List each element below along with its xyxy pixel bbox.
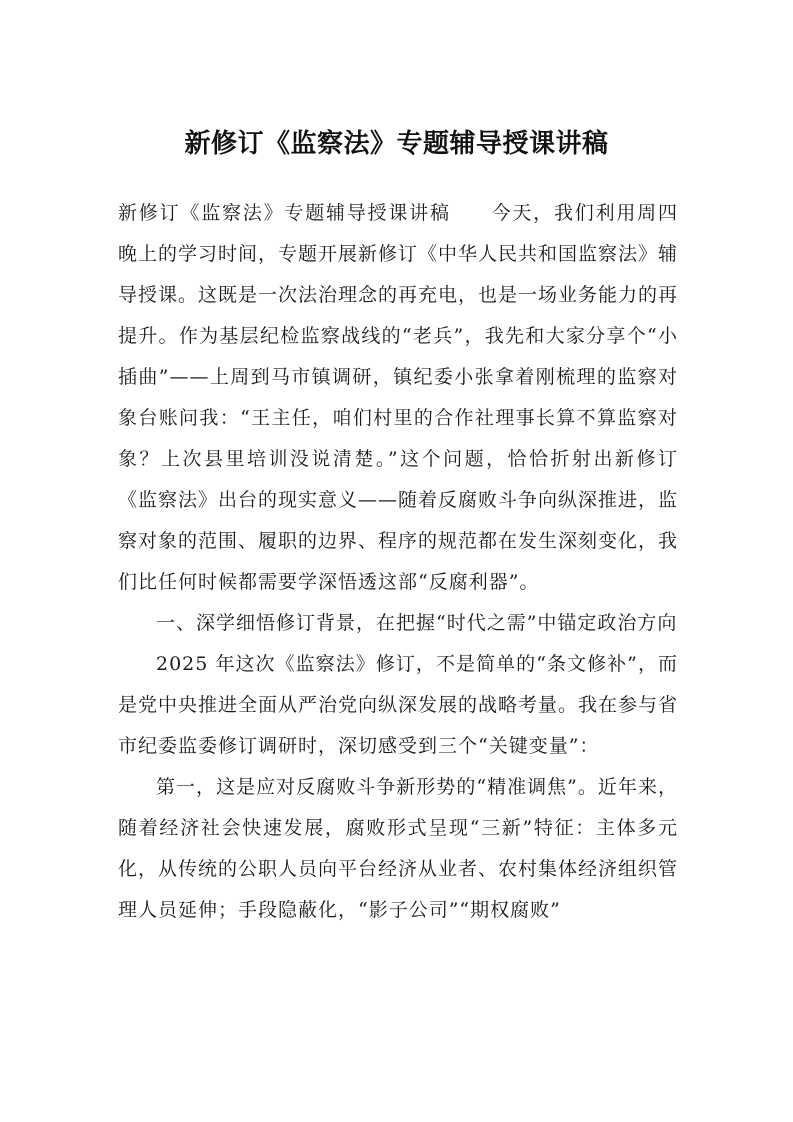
- intro-text: 今天，我们利用周四晚上的学习时间，专题开展新修订《中华人民共和国监察法》辅导授课。这既是一次法治理念的再充电，也是一场业务能力的再提升。作为基层纪检监察战线的“老兵”，我先和大家分享个“小插曲”——上周到马市镇调研，镇纪委小张拿着刚梳理的监察对象台账问我：“王主任，咱们村里的合作社理事长算不算监察对象？上次县里培训没说清楚。”这个问题，恰恰折射出新修订《监察法》出台的现实意义——随着反腐败斗争向纵深推进，监察对象的范围、履职的边界、程序的规范都在发生深刻变化，我们比任何时候都需要学深悟透这部“反腐利器”。: [118, 202, 679, 593]
- paragraph-intro: [118, 193, 678, 603]
- section-heading-1: 一、深学细悟修订背景，在把握“时代之需”中锚定政治方向: [156, 612, 678, 634]
- intro-lead: 新修订《监察法》专题辅导授课讲稿: [118, 202, 451, 224]
- document-body: [118, 193, 678, 931]
- paragraph-first-point: 第一，这是应对反腐败斗争新形势的“精准调焦”。近年来，随着经济社会快速发展，腐败形式呈现“三新”特征：主体多元化，从传统的公职人员向平台经济从业者、农村集体经济组织管理人员延伸；手段隐蔽化，“影子公司”“期权腐败”: [118, 776, 679, 921]
- paragraph-background: 2025 年这次《监察法》修订，不是简单的“条文修补”，而是党中央推进全面从严治党向纵深发展的战略考量。我在参与省市纪委监委修订调研时，深切感受到三个“关键变量”：: [118, 653, 679, 757]
- document-title: 新修订《监察法》专题辅导授课讲稿: [184, 129, 609, 159]
